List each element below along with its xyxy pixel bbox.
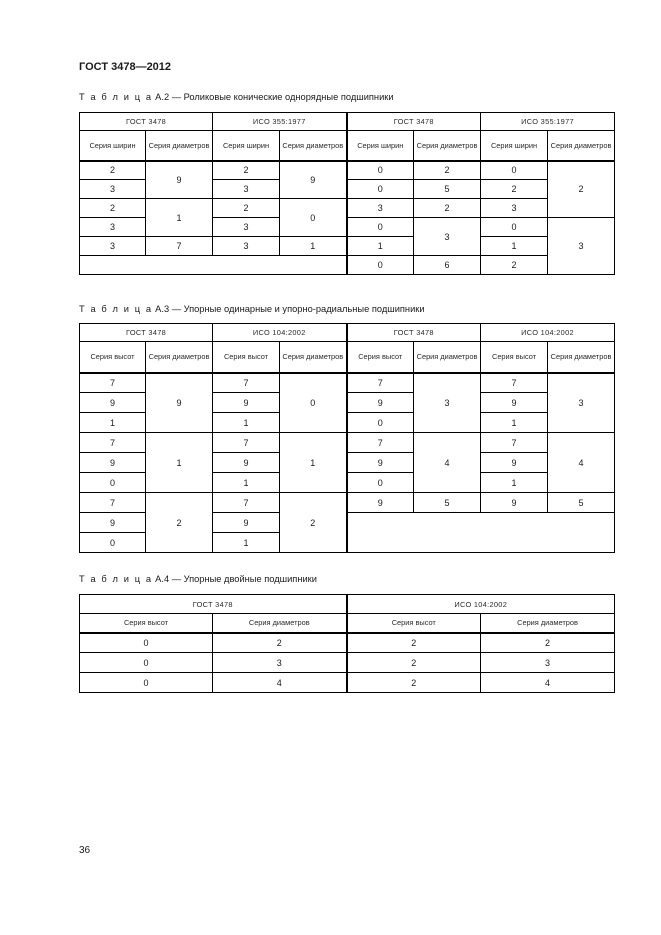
table-cell: 9 <box>481 393 548 413</box>
table-cell: 7 <box>213 373 280 393</box>
page-number: 36 <box>79 845 91 856</box>
table-cell: 3 <box>80 180 146 199</box>
table-cell: 2 <box>213 633 347 653</box>
table-a2 <box>79 112 615 275</box>
document-header: ГОСТ 3478—2012 <box>79 61 172 73</box>
table-cell: 1 <box>481 473 548 493</box>
table-cell: 9 <box>213 393 280 413</box>
table-cell: 7 <box>80 433 146 453</box>
table-cell: 3 <box>347 199 414 218</box>
group-header: ИСО 104:2002 <box>213 324 347 342</box>
table-cell: 0 <box>80 673 213 693</box>
group-header: ГОСТ 3478 <box>80 595 347 614</box>
table-cell: 2 <box>481 633 615 653</box>
table-a2-caption <box>79 92 394 102</box>
table-cell: 0 <box>347 180 414 199</box>
column-header: Серия диаметров <box>548 342 615 373</box>
column-header: Серия высот <box>213 342 280 373</box>
table-cell: 2 <box>481 180 548 199</box>
table-cell: 3 <box>481 199 548 218</box>
table-cell: 0 <box>347 218 414 237</box>
table-cell: 0 <box>80 533 146 553</box>
table-cell: 3 <box>414 373 481 433</box>
table-cell: 7 <box>347 433 414 453</box>
column-header: Серия диаметров <box>414 131 481 161</box>
column-header: Серия диаметров <box>481 614 615 633</box>
table-cell: 9 <box>280 161 347 199</box>
table-cell: 9 <box>146 161 213 199</box>
table-cell: 9 <box>213 513 280 533</box>
table-cell: 1 <box>481 413 548 433</box>
column-header: Серия высот <box>347 614 481 633</box>
table-cell: 1 <box>481 237 548 256</box>
table-a2-caption-prefix: Т а б л и ц а <box>79 92 153 102</box>
table-cell: 2 <box>481 256 548 275</box>
column-header: Серия ширин <box>213 131 280 161</box>
column-header: Серия ширин <box>80 131 146 161</box>
table-a3-caption-prefix: Т а б л и ц а <box>79 304 153 314</box>
table-cell: 2 <box>213 199 280 218</box>
group-header: ИСО 104:2002 <box>481 324 615 342</box>
table-cell: 0 <box>80 653 213 673</box>
column-header: Серия диаметров <box>213 614 347 633</box>
table-a4-caption-text: А.4 — Упорные двойные подшипники <box>152 574 317 584</box>
column-header: Серия диаметров <box>280 342 347 373</box>
group-header: ИСО 355:1977 <box>213 113 347 131</box>
column-header: Серия диаметров <box>414 342 481 373</box>
column-header: Серия диаметров <box>548 131 615 161</box>
table-cell: 7 <box>80 373 146 393</box>
table-cell: 9 <box>80 393 146 413</box>
table-cell: 3 <box>213 180 280 199</box>
table-cell: 1 <box>280 237 347 256</box>
table-cell: 4 <box>414 433 481 493</box>
table-cell: 0 <box>347 473 414 493</box>
table-cell: 5 <box>414 180 481 199</box>
table-cell: 3 <box>481 653 615 673</box>
table-cell: 7 <box>80 493 146 513</box>
table-cell: 2 <box>347 653 481 673</box>
column-header: Серия диаметров <box>146 342 213 373</box>
group-header: ГОСТ 3478 <box>80 113 213 131</box>
table-cell: 2 <box>146 493 213 553</box>
table-cell: 2 <box>347 673 481 693</box>
table-cell: 2 <box>80 199 146 218</box>
table-cell: 3 <box>213 218 280 237</box>
table-cell: 4 <box>548 433 615 493</box>
empty-cell <box>347 513 615 553</box>
column-header: Серия высот <box>80 614 213 633</box>
table-a3 <box>79 323 615 553</box>
table-cell: 2 <box>280 493 347 553</box>
table-cell: 0 <box>80 633 213 653</box>
table-cell: 7 <box>213 433 280 453</box>
empty-cell <box>80 256 347 275</box>
table-cell: 3 <box>414 218 481 256</box>
table-cell: 2 <box>414 161 481 180</box>
table-cell: 3 <box>548 373 615 433</box>
group-header: ГОСТ 3478 <box>347 113 481 131</box>
table-cell: 1 <box>213 533 280 553</box>
table-a4-caption-prefix: Т а б л и ц а <box>79 574 153 584</box>
table-cell: 9 <box>80 513 146 533</box>
table-cell: 2 <box>548 161 615 218</box>
table-cell: 0 <box>80 473 146 493</box>
table-cell: 9 <box>481 493 548 513</box>
column-header: Серия высот <box>80 342 146 373</box>
group-header: ГОСТ 3478 <box>80 324 213 342</box>
column-header: Серия диаметров <box>280 131 347 161</box>
table-cell: 0 <box>280 199 347 237</box>
table-a4 <box>79 594 615 693</box>
table-cell: 7 <box>347 373 414 393</box>
column-header: Серия высот <box>481 342 548 373</box>
column-header: Серия ширин <box>481 131 548 161</box>
table-cell: 5 <box>414 493 481 513</box>
table-cell: 1 <box>213 473 280 493</box>
table-cell: 9 <box>347 393 414 413</box>
table-cell: 7 <box>481 433 548 453</box>
table-cell: 3 <box>80 218 146 237</box>
table-cell: 6 <box>414 256 481 275</box>
table-cell: 2 <box>347 633 481 653</box>
column-header: Серия диаметров <box>146 131 213 161</box>
table-cell: 4 <box>213 673 347 693</box>
table-a4-caption <box>79 574 317 584</box>
table-cell: 4 <box>481 673 615 693</box>
table-cell: 9 <box>481 453 548 473</box>
table-cell: 3 <box>213 237 280 256</box>
table-cell: 7 <box>213 493 280 513</box>
table-cell: 1 <box>146 433 213 493</box>
table-a2-caption-text: А.2 — Роликовые конические однорядные подшипники <box>152 92 394 102</box>
table-cell: 0 <box>481 161 548 180</box>
group-header: ИСО 104:2002 <box>347 595 615 614</box>
table-cell: 3 <box>213 653 347 673</box>
table-a3-caption-text: А.3 — Упорные одинарные и упорно-радиальные подшипники <box>152 304 425 314</box>
column-header: Серия ширин <box>347 131 414 161</box>
table-cell: 1 <box>347 237 414 256</box>
table-cell: 9 <box>146 373 213 433</box>
table-cell: 1 <box>213 413 280 433</box>
column-header: Серия высот <box>347 342 414 373</box>
table-a3-caption <box>79 304 425 314</box>
group-header: ГОСТ 3478 <box>347 324 481 342</box>
table-cell: 0 <box>347 161 414 180</box>
table-cell: 7 <box>481 373 548 393</box>
table-cell: 1 <box>280 433 347 493</box>
table-cell: 0 <box>481 218 548 237</box>
table-cell: 1 <box>80 413 146 433</box>
table-cell: 2 <box>213 161 280 180</box>
table-cell: 0 <box>347 413 414 433</box>
table-cell: 3 <box>548 218 615 275</box>
table-cell: 9 <box>347 453 414 473</box>
table-cell: 3 <box>80 237 146 256</box>
table-cell: 2 <box>414 199 481 218</box>
table-cell: 9 <box>347 493 414 513</box>
group-header: ИСО 355:1977 <box>481 113 615 131</box>
table-cell: 0 <box>280 373 347 433</box>
table-cell: 2 <box>80 161 146 180</box>
table-cell: 7 <box>146 237 213 256</box>
table-cell: 9 <box>80 453 146 473</box>
table-cell: 5 <box>548 493 615 513</box>
table-cell: 1 <box>146 199 213 237</box>
table-cell: 0 <box>347 256 414 275</box>
table-cell: 9 <box>213 453 280 473</box>
